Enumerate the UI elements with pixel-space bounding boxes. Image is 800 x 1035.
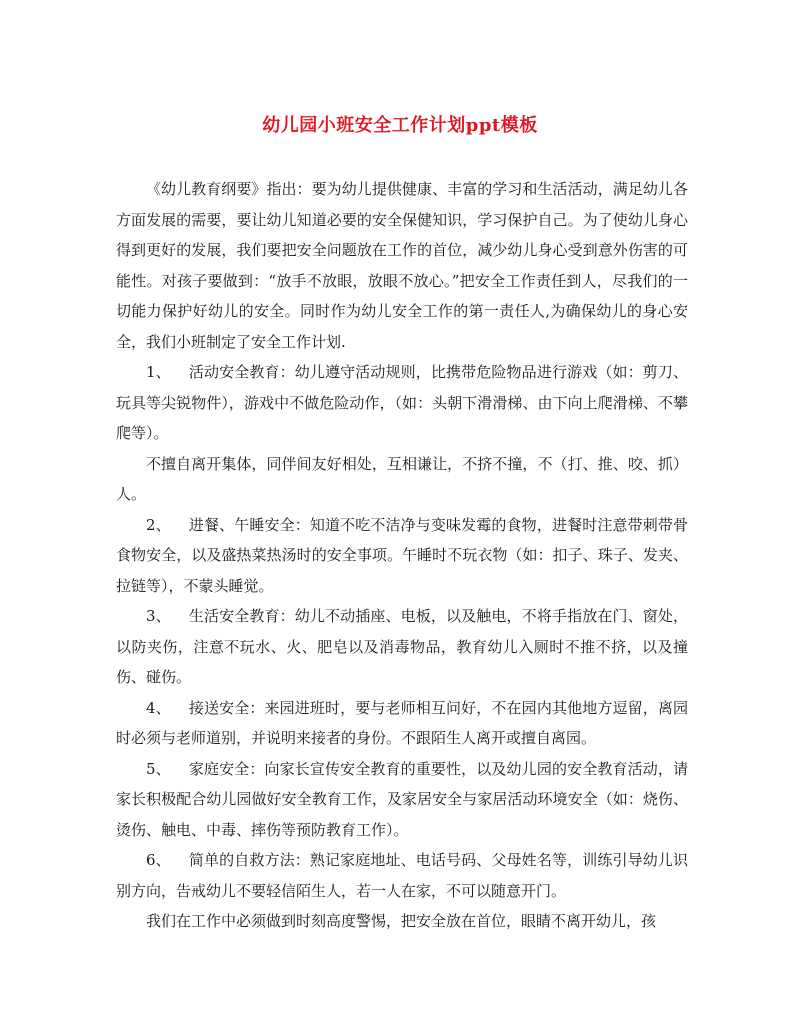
paragraph-item-2: [116, 510, 688, 602]
paragraph-item-5: [116, 754, 688, 846]
paragraph-number: 3、: [146, 607, 171, 625]
paragraph-item-1-continued: [116, 449, 688, 510]
paragraph-text: 家庭安全：向家长宣传安全教育的重要性，以及幼儿园的安全教育活动，请家长积极配合幼儿园做好安全教育工作，及家居安全与家居活动环境安全（如：烧伤、烫伤、触电、中毒、摔伤等预防教育工作）。: [116, 759, 688, 839]
paragraph-text: 不擅自离开集体，同伴间友好相处，互相谦让，不挤不撞，不（打、推、咬、抓）人。: [116, 454, 688, 503]
paragraph-text: 《幼儿教育纲要》指出：要为幼儿提供健康、丰富的学习和生活活动，满足幼儿各方面发展的需要，要让幼儿知道必要的安全保健知识，学习保护自己。为了使幼儿身心得到更好的发展，我们要把安全问题放在工作的首位，减少幼儿身心受到意外伤害的可能性。对孩子要做到：“放手不放眼，放眼不放心。”把安全工作责任到人，尽我们的一切能力保护好幼儿的安全。同时作为幼儿安全工作的第一责任人,为确保幼儿的身心安全，我们小班制定了安全工作计划.: [116, 180, 688, 351]
paragraph-text: 我们在工作中必须做到时刻高度警惕，把安全放在首位，眼睛不离开幼儿，孩: [146, 912, 657, 930]
paragraph-item-6: [116, 845, 688, 906]
paragraph-intro: [116, 174, 688, 357]
paragraph-text: 生活安全教育：幼儿不动插座、电板，以及触电，不将手指放在门、窗处，以防夹伤，注意不玩水、火、肥皂以及消毒物品，教育幼儿入厕时不推不挤，以及撞伤、碰伤。: [116, 607, 688, 686]
paragraph-text: 进餐、午睡安全：知道不吃不洁净与变味发霉的食物，进餐时注意带刺带骨食物安全，以及盛热菜热汤时的安全事项。午睡时不玩衣物（如：扣子、珠子、发夹、拉链等），不蒙头睡觉。: [116, 515, 688, 595]
paragraph-number: 1、: [146, 363, 171, 381]
paragraph-item-1: [116, 357, 688, 449]
document-title: 幼儿园小班安全工作计划ppt模板: [262, 115, 538, 136]
paragraph-number: 2、: [146, 515, 171, 534]
paragraph-closing: [116, 906, 688, 937]
document-body: [116, 174, 688, 937]
paragraph-number: 4、: [146, 698, 171, 717]
paragraph-number: 5、: [146, 759, 171, 778]
paragraph-item-3: [116, 601, 688, 693]
paragraph-text: 简单的自救方法：熟记家庭地址、电话号码、父母姓名等，训练引导幼儿识别方向，告戒幼儿不要轻信陌生人，若一人在家，不可以随意开门。: [116, 851, 688, 900]
paragraph-item-4: [116, 693, 688, 754]
paragraph-text: 活动安全教育：幼儿遵守活动规则，比携带危险物品进行游戏（如：剪刀、玩具等尖锐物件），游戏中不做危险动作，（如：头朝下滑滑梯、由下向上爬滑梯、不攀爬等）。: [116, 363, 688, 442]
paragraph-number: 6、: [146, 851, 171, 869]
paragraph-text: 接送安全：来园进班时，要与老师相互问好，不在园内其他地方逗留，离园时必须与老师道别，并说明来接者的身份。不跟陌生人离开或擅自离园。: [116, 698, 688, 747]
